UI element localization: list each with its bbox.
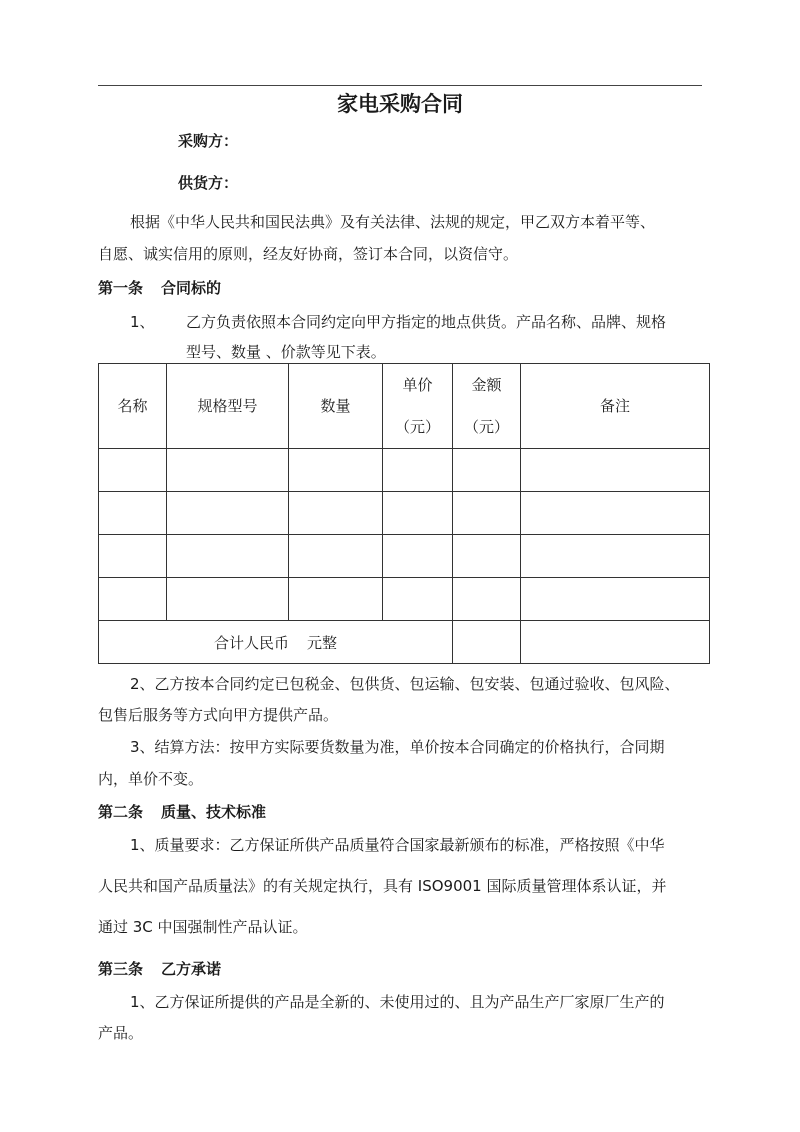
table-cell[interactable] (383, 578, 453, 621)
table-cell[interactable] (289, 578, 383, 621)
article-3-number: 第三条 (98, 960, 144, 978)
intro-line-1: 根据《中华人民共和国民法典》及有关法律、法规的规定，甲乙双方本着平等、 (130, 213, 656, 231)
table-cell[interactable] (383, 492, 453, 535)
buyer-label: 采购方： (178, 132, 239, 150)
article-3-line-2: 产品。 (98, 1024, 144, 1042)
table-cell[interactable] (289, 449, 383, 492)
total-remark-cell[interactable] (521, 621, 710, 664)
article-3-title: 乙方承诺 (161, 960, 222, 978)
header-unit-price-label: 单价 (402, 376, 433, 394)
article-2-line-1: 1、质量要求：乙方保证所供产品质量符合国家最新颁布的标准，严格按照《中华 (130, 836, 665, 854)
total-cell (99, 621, 453, 664)
document-title: 家电采购合同 (337, 92, 463, 116)
article-1-item-1-number: 1、 (130, 313, 155, 331)
article-1-item-3-line-1: 3、结算方法：按甲方实际要货数量为准，单价按本合同确定的价格执行，合同期 (130, 738, 665, 756)
table-row (99, 535, 710, 578)
supplier-label: 供货方： (178, 174, 239, 192)
article-1-heading (98, 277, 221, 299)
header-unit-price-unit: （元） (394, 418, 440, 436)
header-quantity: 数量 (289, 364, 383, 449)
article-2-heading (98, 801, 266, 823)
header-name: 名称 (99, 364, 167, 449)
table-cell[interactable] (521, 578, 710, 621)
table-cell[interactable] (521, 535, 710, 578)
article-3-heading (98, 958, 221, 980)
table-cell[interactable] (99, 535, 167, 578)
table-row (99, 449, 710, 492)
table-cell[interactable] (167, 535, 289, 578)
table-cell[interactable] (453, 492, 521, 535)
header-rule (98, 85, 702, 86)
header-amount (453, 364, 521, 449)
article-1-item-1-line-1: 乙方负责依照本合同约定向甲方指定的地点供货。产品名称、品牌、规格 (186, 313, 667, 331)
table-cell[interactable] (453, 578, 521, 621)
table-cell[interactable] (167, 492, 289, 535)
total-amount-cell[interactable] (453, 621, 521, 664)
table-cell[interactable] (521, 449, 710, 492)
header-model: 规格型号 (167, 364, 289, 449)
table-cell[interactable] (99, 578, 167, 621)
table-cell[interactable] (383, 449, 453, 492)
goods-table (98, 363, 710, 664)
table-total-row (99, 621, 710, 664)
article-3-line-1: 1、乙方保证所提供的产品是全新的、未使用过的、且为产品生产厂家原厂生产的 (130, 993, 665, 1011)
table-cell[interactable] (383, 535, 453, 578)
table-cell[interactable] (99, 449, 167, 492)
table-cell[interactable] (521, 492, 710, 535)
article-1-item-3-line-2: 内，单价不变。 (98, 770, 204, 788)
article-1-title: 合同标的 (161, 279, 222, 297)
article-2-number: 第二条 (98, 803, 144, 821)
article-1-number: 第一条 (98, 279, 144, 297)
article-2-title: 质量、技术标准 (161, 803, 267, 821)
table-cell[interactable] (453, 535, 521, 578)
total-suffix: 元整 (307, 633, 338, 652)
table-header-row (99, 364, 710, 449)
table-row (99, 492, 710, 535)
table-cell[interactable] (453, 449, 521, 492)
header-amount-label: 金额 (471, 376, 502, 394)
table-cell[interactable] (289, 492, 383, 535)
article-1-item-1-line-2: 型号、数量 、价款等见下表。 (186, 343, 386, 361)
header-remark: 备注 (521, 364, 710, 449)
intro-line-2: 自愿、诚实信用的原则，经友好协商，签订本合同，以资信守。 (98, 245, 519, 263)
table-row (99, 578, 710, 621)
total-label: 合计人民币 (213, 633, 289, 652)
header-unit-price (383, 364, 453, 449)
header-amount-unit: （元） (463, 418, 509, 436)
article-1-item-2-line-1: 2、乙方按本合同约定已包税金、包供货、包运输、包安装、包通过验收、包风险、 (130, 675, 680, 693)
article-1-item-2-line-2: 包售后服务等方式向甲方提供产品。 (98, 706, 339, 724)
article-2-line-3: 通过 3C 中国强制性产品认证。 (98, 918, 308, 936)
article-2-line-2: 人民共和国产品质量法》的有关规定执行，具有 ISO9001 国际质量管理体系认证，并 (98, 877, 667, 895)
table-cell[interactable] (167, 578, 289, 621)
table-cell[interactable] (289, 535, 383, 578)
table-cell[interactable] (99, 492, 167, 535)
table-cell[interactable] (167, 449, 289, 492)
